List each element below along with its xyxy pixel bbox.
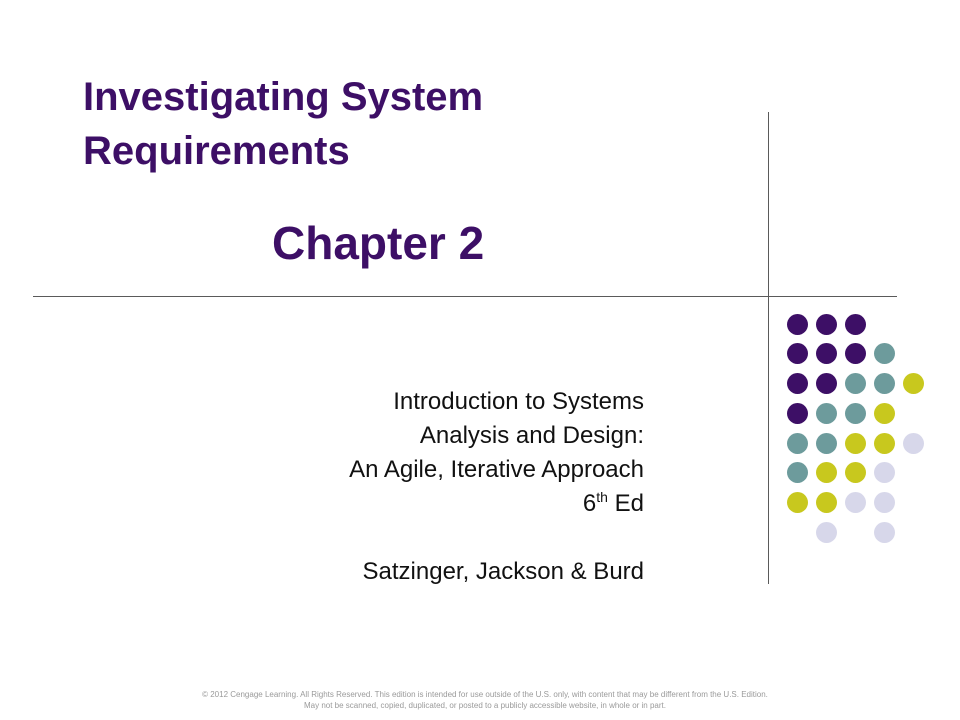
dot-lime	[816, 462, 837, 483]
edition-suffix: th	[596, 489, 608, 505]
dot-teal	[787, 433, 808, 454]
dot-lime	[845, 433, 866, 454]
spacer	[184, 521, 644, 555]
dot-lime	[787, 492, 808, 513]
dot-teal	[845, 403, 866, 424]
dot-lime	[845, 462, 866, 483]
dot-purple	[845, 343, 866, 364]
dot-purple	[816, 314, 837, 335]
dot-lime	[816, 492, 837, 513]
slide-title	[83, 70, 723, 178]
dot-purple	[845, 314, 866, 335]
dot-teal	[816, 403, 837, 424]
dot-teal	[874, 343, 895, 364]
edition-number: 6	[582, 490, 597, 517]
dot-teal	[816, 433, 837, 454]
dot-lime	[874, 403, 895, 424]
copyright-line-1: © 2012 Cengage Learning. All Rights Reserved. This edition is intended for use outside of the U.S. only, with content that may be different from the U.S. Edition.	[202, 690, 768, 699]
dot-lime	[874, 433, 895, 454]
dot-lime	[903, 373, 924, 394]
book-title-line-2: Analysis and Design:	[419, 422, 644, 449]
vertical-divider	[768, 112, 769, 584]
copyright-footer	[60, 689, 910, 711]
slide-title-line-2: Requirements	[83, 129, 350, 173]
book-info	[184, 385, 644, 589]
dot-lavender	[816, 522, 837, 543]
dot-purple	[787, 314, 808, 335]
dot-lavender	[874, 462, 895, 483]
slide-title-line-1: Investigating System	[83, 75, 484, 119]
book-title-line-3: An Agile, Iterative Approach	[349, 456, 644, 483]
edition-word: Ed	[614, 490, 644, 517]
dot-purple	[787, 343, 808, 364]
dot-lavender	[874, 522, 895, 543]
dot-purple	[816, 373, 837, 394]
dot-teal	[787, 462, 808, 483]
chapter-heading: Chapter 2	[272, 217, 485, 269]
dot-purple	[787, 373, 808, 394]
dot-lavender	[874, 492, 895, 513]
dot-teal	[845, 373, 866, 394]
dot-purple	[816, 343, 837, 364]
dot-lavender	[845, 492, 866, 513]
dot-teal	[874, 373, 895, 394]
dot-purple	[787, 403, 808, 424]
book-edition	[184, 487, 644, 521]
book-authors: Satzinger, Jackson & Burd	[362, 558, 644, 585]
dot-lavender	[903, 433, 924, 454]
book-title-line-1: Introduction to Systems	[393, 388, 644, 415]
copyright-line-2: May not be scanned, copied, duplicated, or posted to a publicly accessible website, in whole or in part.	[304, 701, 666, 710]
